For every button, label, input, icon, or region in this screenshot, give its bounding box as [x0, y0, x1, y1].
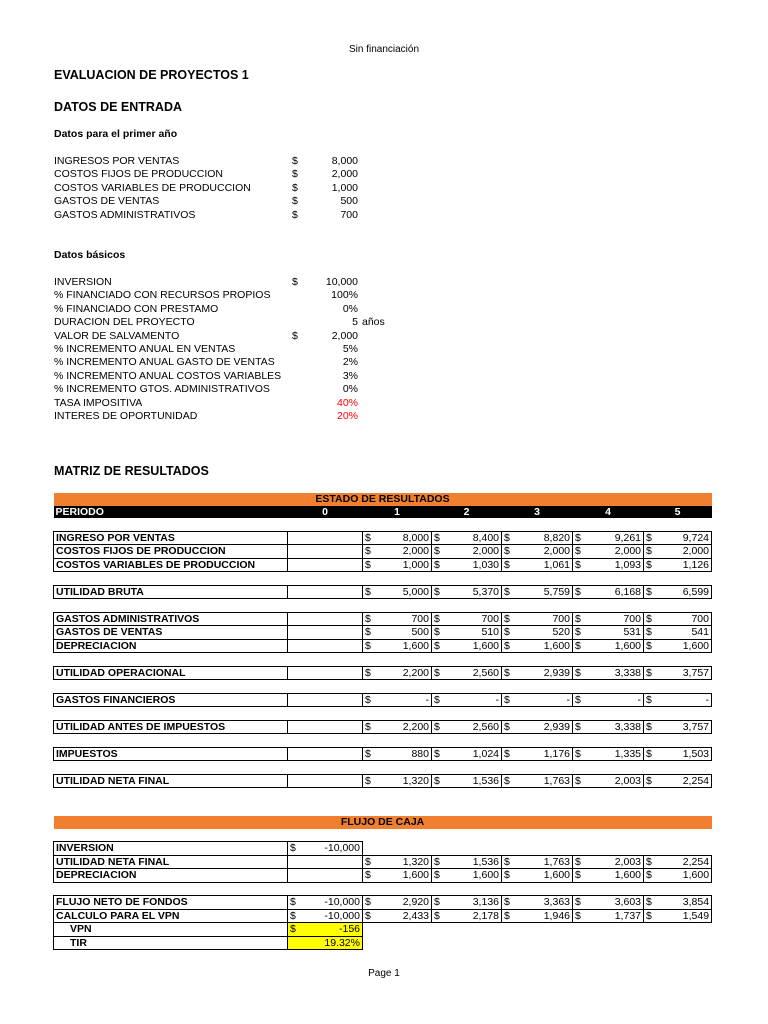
value-cell: 1,176	[514, 747, 573, 761]
vpn-label: VPN	[54, 923, 288, 937]
currency-symbol: $	[502, 639, 514, 653]
table-row	[54, 747, 712, 761]
table-row	[54, 585, 712, 599]
input-label: % INCREMENTO ANUAL GASTO DE VENTAS	[54, 356, 275, 369]
input-value: 2,000	[331, 329, 358, 342]
period-header: 0	[288, 506, 363, 519]
value-cell: 3,603	[585, 896, 644, 910]
currency-symbol: $	[644, 869, 656, 883]
table-row	[54, 909, 712, 923]
value-cell: -	[656, 693, 712, 707]
value-cell: 880	[375, 747, 432, 761]
value-cell: 2,254	[656, 855, 712, 869]
value-cell: 1,600	[656, 639, 712, 653]
input-value: 0%	[342, 302, 358, 315]
row-label: CALCULO PARA EL VPN	[54, 909, 288, 923]
row-label: GASTOS FINANCIEROS	[54, 693, 288, 707]
value-cell: -10,000	[324, 909, 360, 922]
value-cell: -	[514, 693, 573, 707]
table-row	[54, 774, 712, 788]
value-cell: 1,600	[375, 639, 432, 653]
value-cell: 700	[585, 612, 644, 626]
value-cell: 1,600	[514, 639, 573, 653]
value-cell: -10,000	[324, 896, 360, 909]
currency-symbol: $	[573, 626, 585, 640]
currency-symbol: $	[573, 531, 585, 545]
period-0-cell	[288, 842, 363, 856]
input-label: COSTOS FIJOS DE PRODUCCION	[54, 168, 223, 181]
value-cell: 1,000	[375, 558, 432, 572]
input-value: 10,000	[325, 276, 358, 288]
currency-symbol: $	[292, 208, 298, 221]
currency-symbol: $	[432, 612, 444, 626]
currency-symbol: $	[290, 842, 296, 855]
row-label: GASTOS DE VENTAS	[54, 626, 288, 640]
value-cell: 2,560	[444, 666, 502, 680]
currency-symbol: $	[432, 896, 444, 910]
input-value: 40%	[336, 396, 358, 409]
currency-symbol: $	[363, 693, 375, 707]
value-cell: 1,093	[585, 558, 644, 572]
currency-symbol: $	[502, 720, 514, 734]
vpn-value	[288, 923, 363, 937]
currency-symbol: $	[644, 855, 656, 869]
value-cell: -	[375, 693, 432, 707]
period-header: 5	[644, 506, 712, 519]
period-0-cell	[288, 720, 363, 734]
value-cell: -	[444, 693, 502, 707]
value-cell: 6,168	[585, 585, 644, 599]
value-cell: 1,126	[656, 558, 712, 572]
value-cell: 2,003	[585, 774, 644, 788]
value-cell: 1,549	[656, 909, 712, 923]
value-cell: 3,136	[444, 896, 502, 910]
currency-symbol: $	[644, 909, 656, 923]
value-cell: 2,000	[444, 545, 502, 559]
currency-symbol: $	[573, 774, 585, 788]
value-cell: 2,254	[656, 774, 712, 788]
primer-ano-heading: Datos para el primer año	[54, 128, 178, 140]
table-row	[54, 545, 712, 559]
currency-symbol: $	[432, 693, 444, 707]
currency-symbol: $	[644, 626, 656, 640]
vpn-amount: -156	[338, 923, 360, 936]
table-row	[54, 842, 712, 856]
value-cell: 1,600	[585, 639, 644, 653]
currency-symbol: $	[432, 774, 444, 788]
currency-symbol: $	[573, 545, 585, 559]
currency-symbol: $	[290, 923, 296, 936]
table-row	[54, 666, 712, 680]
currency-symbol: $	[292, 181, 298, 194]
period-0-cell	[288, 666, 363, 680]
value-cell: 2,003	[585, 855, 644, 869]
currency-symbol: $	[502, 869, 514, 883]
value-cell: 1,335	[585, 747, 644, 761]
table-row	[54, 693, 712, 707]
input-value: 500	[340, 195, 358, 208]
currency-symbol: $	[502, 531, 514, 545]
currency-symbol: $	[573, 558, 585, 572]
value-cell: 1,763	[514, 855, 573, 869]
currency-symbol: $	[644, 666, 656, 680]
period-0-cell	[288, 639, 363, 653]
period-0-cell	[288, 855, 363, 869]
input-label: % INCREMENTO ANUAL COSTOS VARIABLES	[54, 369, 282, 382]
input-label: COSTOS VARIABLES DE PRODUCCION	[54, 181, 251, 194]
input-value: 1,000	[331, 181, 358, 194]
value-cell: 3,757	[656, 666, 712, 680]
value-cell: 2,000	[375, 545, 432, 559]
table-row	[54, 639, 712, 653]
value-cell: -	[585, 693, 644, 707]
currency-symbol: $	[502, 693, 514, 707]
flujo-caja-table	[53, 816, 712, 950]
value-cell: 1,737	[585, 909, 644, 923]
currency-symbol: $	[432, 720, 444, 734]
value-cell: 1,030	[444, 558, 502, 572]
currency-symbol: $	[363, 720, 375, 734]
value-cell: 700	[444, 612, 502, 626]
value-cell: 700	[375, 612, 432, 626]
currency-symbol: $	[573, 693, 585, 707]
currency-symbol: $	[573, 639, 585, 653]
input-label: % FINANCIADO CON PRESTAMO	[54, 302, 219, 315]
row-label: DEPRECIACION	[54, 869, 288, 883]
value-cell: 531	[585, 626, 644, 640]
currency-symbol: $	[432, 531, 444, 545]
currency-symbol: $	[644, 693, 656, 707]
currency-symbol: $	[502, 545, 514, 559]
value-cell: 541	[656, 626, 712, 640]
input-label: TASA IMPOSITIVA	[54, 396, 143, 409]
value-cell: 1,024	[444, 747, 502, 761]
value-cell: 8,400	[444, 531, 502, 545]
period-0-cell	[288, 774, 363, 788]
currency-symbol: $	[432, 558, 444, 572]
value-cell: 8,820	[514, 531, 573, 545]
value-cell: 5,370	[444, 585, 502, 599]
currency-symbol: $	[502, 585, 514, 599]
value-cell: 9,261	[585, 531, 644, 545]
currency-symbol: $	[363, 612, 375, 626]
input-value: 20%	[336, 410, 358, 422]
row-label: INGRESO POR VENTAS	[54, 531, 288, 545]
period-0-cell	[288, 869, 363, 883]
currency-symbol: $	[432, 639, 444, 653]
currency-symbol: $	[363, 626, 375, 640]
currency-symbol: $	[502, 558, 514, 572]
period-header: 4	[573, 506, 644, 519]
value-cell: 1,536	[444, 855, 502, 869]
currency-symbol: $	[502, 855, 514, 869]
row-label: UTILIDAD NETA FINAL	[54, 774, 288, 788]
value-cell: 3,338	[585, 720, 644, 734]
input-value: 0%	[342, 383, 358, 396]
value-cell: 2,178	[444, 909, 502, 923]
currency-symbol: $	[290, 896, 296, 909]
currency-symbol: $	[363, 747, 375, 761]
section-title-datos-entrada: DATOS DE ENTRADA	[54, 100, 183, 114]
page-footer: Page 1	[368, 968, 400, 978]
currency-symbol: $	[573, 855, 585, 869]
currency-symbol: $	[363, 666, 375, 680]
currency-symbol: $	[573, 720, 585, 734]
currency-symbol: $	[292, 155, 298, 167]
input-value: 5	[352, 316, 358, 329]
row-label: UTILIDAD BRUTA	[54, 585, 288, 599]
value-cell: 1,946	[514, 909, 573, 923]
input-value: 700	[340, 208, 358, 221]
currency-symbol: $	[644, 585, 656, 599]
value-cell: 2,939	[514, 720, 573, 734]
currency-symbol: $	[502, 626, 514, 640]
currency-symbol: $	[432, 626, 444, 640]
currency-symbol: $	[363, 896, 375, 910]
value-cell: -10,000	[324, 842, 360, 855]
currency-symbol: $	[502, 774, 514, 788]
row-label: FLUJO NETO DE FONDOS	[54, 896, 288, 910]
currency-symbol: $	[644, 896, 656, 910]
value-cell: 3,757	[656, 720, 712, 734]
currency-symbol: $	[573, 896, 585, 910]
input-label: GASTOS ADMINISTRATIVOS	[54, 208, 196, 221]
period-0-cell	[288, 896, 363, 910]
value-cell: 9,724	[656, 531, 712, 545]
currency-symbol: $	[573, 869, 585, 883]
input-label: % FINANCIADO CON RECURSOS PROPIOS	[54, 289, 271, 302]
value-cell: 520	[514, 626, 573, 640]
value-cell: 3,363	[514, 896, 573, 910]
value-cell: 1,536	[444, 774, 502, 788]
value-cell: 2,000	[514, 545, 573, 559]
currency-symbol: $	[363, 531, 375, 545]
currency-symbol: $	[502, 909, 514, 923]
input-unit: años	[362, 316, 385, 329]
value-cell: 1,600	[375, 869, 432, 883]
period-0-cell	[288, 612, 363, 626]
currency-symbol: $	[573, 585, 585, 599]
value-cell: 700	[514, 612, 573, 626]
period-0-cell	[288, 585, 363, 599]
tir-label: TIR	[54, 936, 288, 950]
input-value: 3%	[342, 369, 358, 382]
row-label: UTILIDAD OPERACIONAL	[54, 666, 288, 680]
currency-symbol: $	[502, 612, 514, 626]
period-0-cell	[288, 558, 363, 572]
value-cell: 1,600	[656, 869, 712, 883]
input-value: 2%	[342, 356, 358, 369]
period-header: 1	[363, 506, 432, 519]
currency-symbol: $	[502, 747, 514, 761]
currency-symbol: $	[363, 545, 375, 559]
input-value: 5%	[342, 343, 358, 355]
value-cell: 8,000	[375, 531, 432, 545]
currency-symbol: $	[363, 855, 375, 869]
currency-symbol: $	[573, 612, 585, 626]
value-cell: 2,000	[585, 545, 644, 559]
value-cell: 1,320	[375, 774, 432, 788]
currency-symbol: $	[502, 896, 514, 910]
currency-symbol: $	[432, 666, 444, 680]
table-row	[54, 531, 712, 545]
document-title: EVALUACION DE PROYECTOS 1	[54, 68, 249, 82]
currency-symbol: $	[644, 612, 656, 626]
input-label: VALOR DE SALVAMENTO	[54, 329, 180, 342]
currency-symbol: $	[432, 585, 444, 599]
currency-symbol: $	[292, 329, 298, 342]
value-cell: 5,000	[375, 585, 432, 599]
input-label: INGRESOS POR VENTAS	[54, 155, 180, 167]
page-header-text: Sin financiación	[348, 44, 420, 54]
value-cell: 2,939	[514, 666, 573, 680]
row-label: DEPRECIACION	[54, 639, 288, 653]
value-cell: 1,600	[444, 639, 502, 653]
currency-symbol: $	[363, 558, 375, 572]
basicos-heading: Datos básicos	[54, 249, 126, 261]
currency-symbol: $	[644, 720, 656, 734]
estado-heading: ESTADO DE RESULTADOS	[54, 493, 712, 506]
table-row	[54, 612, 712, 626]
value-cell: 2,560	[444, 720, 502, 734]
period-header: 3	[502, 506, 573, 519]
currency-symbol: $	[292, 168, 298, 181]
tir-row	[54, 936, 712, 950]
currency-symbol: $	[644, 774, 656, 788]
currency-symbol: $	[644, 558, 656, 572]
value-cell: 2,433	[375, 909, 432, 923]
value-cell: 1,320	[375, 855, 432, 869]
input-value: 8,000	[331, 155, 358, 167]
value-cell: 2,000	[656, 545, 712, 559]
currency-symbol: $	[432, 855, 444, 869]
row-label: IMPUESTOS	[54, 747, 288, 761]
table-row	[54, 558, 712, 572]
input-label: INTERES DE OPORTUNIDAD	[54, 410, 198, 422]
period-0-cell	[288, 545, 363, 559]
currency-symbol: $	[502, 666, 514, 680]
currency-symbol: $	[363, 869, 375, 883]
value-cell: 2,200	[375, 720, 432, 734]
currency-symbol: $	[290, 909, 296, 922]
flujo-heading: FLUJO DE CAJA	[54, 816, 712, 829]
input-value: 100%	[331, 289, 358, 302]
value-cell: 700	[656, 612, 712, 626]
value-cell: 5,759	[514, 585, 573, 599]
input-label: % INCREMENTO GTOS. ADMINISTRATIVOS	[54, 383, 270, 396]
currency-symbol: $	[363, 774, 375, 788]
vpn-row	[54, 923, 712, 937]
row-label: UTILIDAD NETA FINAL	[54, 855, 288, 869]
currency-symbol: $	[363, 585, 375, 599]
currency-symbol: $	[432, 747, 444, 761]
value-cell: 1,061	[514, 558, 573, 572]
value-cell: 3,854	[656, 896, 712, 910]
row-label: COSTOS FIJOS DE PRODUCCION	[54, 545, 288, 559]
currency-symbol: $	[432, 909, 444, 923]
period-0-cell	[288, 626, 363, 640]
currency-symbol: $	[363, 639, 375, 653]
value-cell: 1,600	[444, 869, 502, 883]
currency-symbol: $	[573, 747, 585, 761]
input-label: DURACION DEL PROYECTO	[54, 316, 195, 329]
table-row	[54, 720, 712, 734]
value-cell: 2,920	[375, 896, 432, 910]
input-label: % INCREMENTO ANUAL EN VENTAS	[54, 343, 236, 355]
table-row	[54, 896, 712, 910]
value-cell: 1,763	[514, 774, 573, 788]
period-0-cell	[288, 747, 363, 761]
currency-symbol: $	[644, 531, 656, 545]
row-label: UTILIDAD ANTES DE IMPUESTOS	[54, 720, 288, 734]
value-cell: 6,599	[656, 585, 712, 599]
currency-symbol: $	[432, 869, 444, 883]
value-cell: 1,600	[514, 869, 573, 883]
input-label: GASTOS DE VENTAS	[54, 195, 160, 208]
period-0-cell	[288, 531, 363, 545]
value-cell: 2,200	[375, 666, 432, 680]
table-row	[54, 626, 712, 640]
table-row	[54, 855, 712, 869]
tir-value: 19.32%	[288, 936, 363, 950]
value-cell: 3,338	[585, 666, 644, 680]
matriz-title: MATRIZ DE RESULTADOS	[54, 464, 209, 478]
period-0-cell	[288, 693, 363, 707]
currency-symbol: $	[363, 909, 375, 923]
currency-symbol: $	[644, 639, 656, 653]
currency-symbol: $	[292, 276, 298, 288]
period-header: 2	[432, 506, 502, 519]
value-cell: 500	[375, 626, 432, 640]
currency-symbol: $	[644, 545, 656, 559]
currency-symbol: $	[644, 747, 656, 761]
input-value: 2,000	[331, 168, 358, 181]
currency-symbol: $	[292, 195, 298, 208]
row-label: COSTOS VARIABLES DE PRODUCCION	[54, 558, 288, 572]
value-cell: 510	[444, 626, 502, 640]
row-label: GASTOS ADMINISTRATIVOS	[54, 612, 288, 626]
currency-symbol: $	[573, 666, 585, 680]
currency-symbol: $	[432, 545, 444, 559]
row-label: INVERSION	[54, 842, 288, 856]
currency-symbol: $	[573, 909, 585, 923]
periodo-label: PERIODO	[54, 506, 288, 519]
table-row	[54, 869, 712, 883]
period-0-cell	[288, 909, 363, 923]
estado-resultados-table	[53, 493, 712, 788]
value-cell: 1,600	[585, 869, 644, 883]
value-cell: 1,503	[656, 747, 712, 761]
input-label: INVERSION	[54, 276, 112, 288]
